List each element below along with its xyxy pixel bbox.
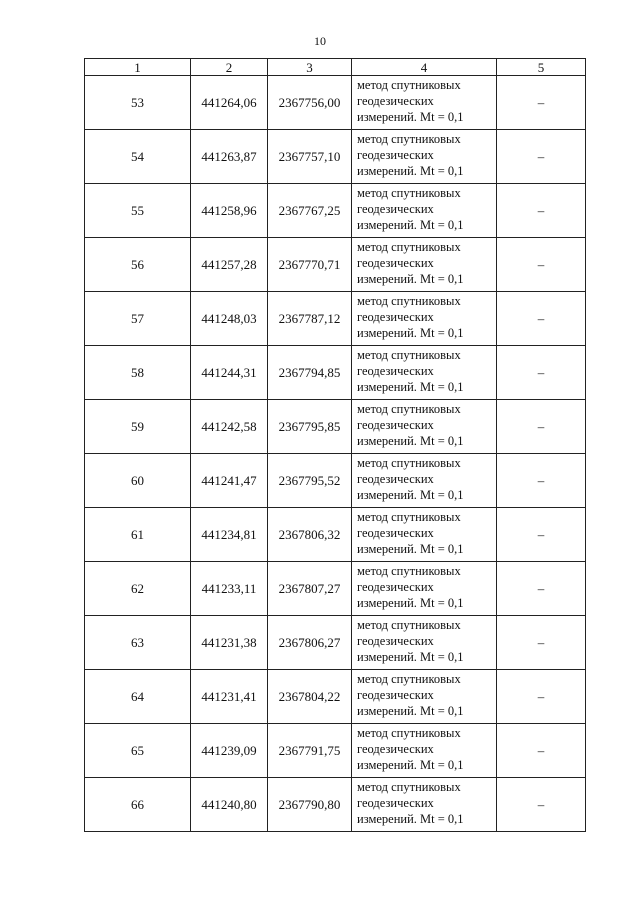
point-number-cell: 54 [85, 130, 191, 184]
method-line: геодезических [357, 94, 434, 108]
y-coordinate-cell: 2367790,80 [268, 778, 352, 832]
description-cell: – [497, 400, 586, 454]
method-line: метод спутниковых [357, 402, 461, 416]
description-cell: – [497, 562, 586, 616]
method-line: геодезических [357, 526, 434, 540]
table-row [85, 508, 586, 562]
table-row [85, 616, 586, 670]
table-row [85, 670, 586, 724]
method-line: геодезических [357, 472, 434, 486]
method-line: измерений. Mt = 0,1 [357, 650, 464, 664]
page-number: 10 [314, 34, 326, 48]
table-row [85, 76, 586, 130]
description-cell: – [497, 670, 586, 724]
y-coordinate-cell: 2367770,71 [268, 238, 352, 292]
method-cell [352, 76, 497, 130]
x-coordinate-cell: 441231,38 [191, 616, 268, 670]
x-coordinate-cell: 441234,81 [191, 508, 268, 562]
method-line: измерений. Mt = 0,1 [357, 272, 464, 286]
method-line: измерений. Mt = 0,1 [357, 164, 464, 178]
method-line: измерений. Mt = 0,1 [357, 704, 464, 718]
x-coordinate-cell: 441257,28 [191, 238, 268, 292]
y-coordinate-cell: 2367807,27 [268, 562, 352, 616]
description-cell: – [497, 508, 586, 562]
point-number-cell: 57 [85, 292, 191, 346]
method-line: геодезических [357, 418, 434, 432]
x-coordinate-cell: 441263,87 [191, 130, 268, 184]
method-cell [352, 238, 497, 292]
point-number-cell: 66 [85, 778, 191, 832]
table-row [85, 130, 586, 184]
y-coordinate-cell: 2367791,75 [268, 724, 352, 778]
description-cell: – [497, 130, 586, 184]
description-cell: – [497, 292, 586, 346]
method-cell [352, 130, 497, 184]
method-cell [352, 454, 497, 508]
x-coordinate-cell: 441233,11 [191, 562, 268, 616]
point-number-cell: 62 [85, 562, 191, 616]
table-row [85, 238, 586, 292]
point-number-cell: 60 [85, 454, 191, 508]
method-line: геодезических [357, 688, 434, 702]
method-line: измерений. Mt = 0,1 [357, 542, 464, 556]
point-number-cell: 58 [85, 346, 191, 400]
x-coordinate-cell: 441242,58 [191, 400, 268, 454]
x-coordinate-cell: 441248,03 [191, 292, 268, 346]
description-cell: – [497, 76, 586, 130]
x-coordinate-cell: 441231,41 [191, 670, 268, 724]
method-line: геодезических [357, 580, 434, 594]
method-line: метод спутниковых [357, 510, 461, 524]
method-line: метод спутниковых [357, 348, 461, 362]
table-row [85, 778, 586, 832]
table-row [85, 724, 586, 778]
method-cell [352, 400, 497, 454]
column-header: 4 [352, 59, 497, 76]
method-line: измерений. Mt = 0,1 [357, 218, 464, 232]
method-line: метод спутниковых [357, 564, 461, 578]
point-number-cell: 65 [85, 724, 191, 778]
method-line: геодезических [357, 148, 434, 162]
description-cell: – [497, 184, 586, 238]
method-line: измерений. Mt = 0,1 [357, 434, 464, 448]
method-line: метод спутниковых [357, 618, 461, 632]
point-number-cell: 63 [85, 616, 191, 670]
y-coordinate-cell: 2367806,32 [268, 508, 352, 562]
coordinates-table [84, 58, 586, 832]
method-cell [352, 616, 497, 670]
method-line: измерений. Mt = 0,1 [357, 326, 464, 340]
method-line: метод спутниковых [357, 456, 461, 470]
y-coordinate-cell: 2367794,85 [268, 346, 352, 400]
column-header: 3 [268, 59, 352, 76]
table-row [85, 184, 586, 238]
column-header: 1 [85, 59, 191, 76]
method-line: геодезических [357, 634, 434, 648]
method-line: метод спутниковых [357, 294, 461, 308]
x-coordinate-cell: 441239,09 [191, 724, 268, 778]
method-line: измерений. Mt = 0,1 [357, 110, 464, 124]
point-number-cell: 56 [85, 238, 191, 292]
x-coordinate-cell: 441240,80 [191, 778, 268, 832]
y-coordinate-cell: 2367787,12 [268, 292, 352, 346]
method-line: геодезических [357, 202, 434, 216]
description-cell: – [497, 778, 586, 832]
y-coordinate-cell: 2367795,85 [268, 400, 352, 454]
x-coordinate-cell: 441241,47 [191, 454, 268, 508]
y-coordinate-cell: 2367767,25 [268, 184, 352, 238]
table-row [85, 346, 586, 400]
method-cell [352, 184, 497, 238]
y-coordinate-cell: 2367795,52 [268, 454, 352, 508]
description-cell: – [497, 454, 586, 508]
method-cell [352, 670, 497, 724]
method-line: измерений. Mt = 0,1 [357, 380, 464, 394]
description-cell: – [497, 724, 586, 778]
point-number-cell: 53 [85, 76, 191, 130]
method-line: метод спутниковых [357, 726, 461, 740]
table-row [85, 400, 586, 454]
table-row [85, 292, 586, 346]
method-line: геодезических [357, 742, 434, 756]
point-number-cell: 55 [85, 184, 191, 238]
method-cell [352, 292, 497, 346]
point-number-cell: 61 [85, 508, 191, 562]
table-row [85, 562, 586, 616]
x-coordinate-cell: 441264,06 [191, 76, 268, 130]
method-line: геодезических [357, 256, 434, 270]
method-line: метод спутниковых [357, 186, 461, 200]
y-coordinate-cell: 2367756,00 [268, 76, 352, 130]
y-coordinate-cell: 2367804,22 [268, 670, 352, 724]
method-line: метод спутниковых [357, 240, 461, 254]
method-cell [352, 724, 497, 778]
method-line: геодезических [357, 796, 434, 810]
method-line: метод спутниковых [357, 78, 461, 92]
method-cell [352, 778, 497, 832]
column-header: 2 [191, 59, 268, 76]
description-cell: – [497, 346, 586, 400]
method-line: геодезических [357, 364, 434, 378]
method-line: измерений. Mt = 0,1 [357, 596, 464, 610]
point-number-cell: 59 [85, 400, 191, 454]
method-line: геодезических [357, 310, 434, 324]
point-number-cell: 64 [85, 670, 191, 724]
method-cell [352, 346, 497, 400]
method-line: измерений. Mt = 0,1 [357, 488, 464, 502]
x-coordinate-cell: 441244,31 [191, 346, 268, 400]
method-line: метод спутниковых [357, 672, 461, 686]
description-cell: – [497, 616, 586, 670]
method-cell [352, 562, 497, 616]
method-line: метод спутниковых [357, 132, 461, 146]
y-coordinate-cell: 2367806,27 [268, 616, 352, 670]
method-cell [352, 508, 497, 562]
method-line: измерений. Mt = 0,1 [357, 758, 464, 772]
column-header: 5 [497, 59, 586, 76]
x-coordinate-cell: 441258,96 [191, 184, 268, 238]
table-header-row [85, 59, 586, 76]
method-line: метод спутниковых [357, 780, 461, 794]
table-row [85, 454, 586, 508]
method-line: измерений. Mt = 0,1 [357, 812, 464, 826]
description-cell: – [497, 238, 586, 292]
y-coordinate-cell: 2367757,10 [268, 130, 352, 184]
